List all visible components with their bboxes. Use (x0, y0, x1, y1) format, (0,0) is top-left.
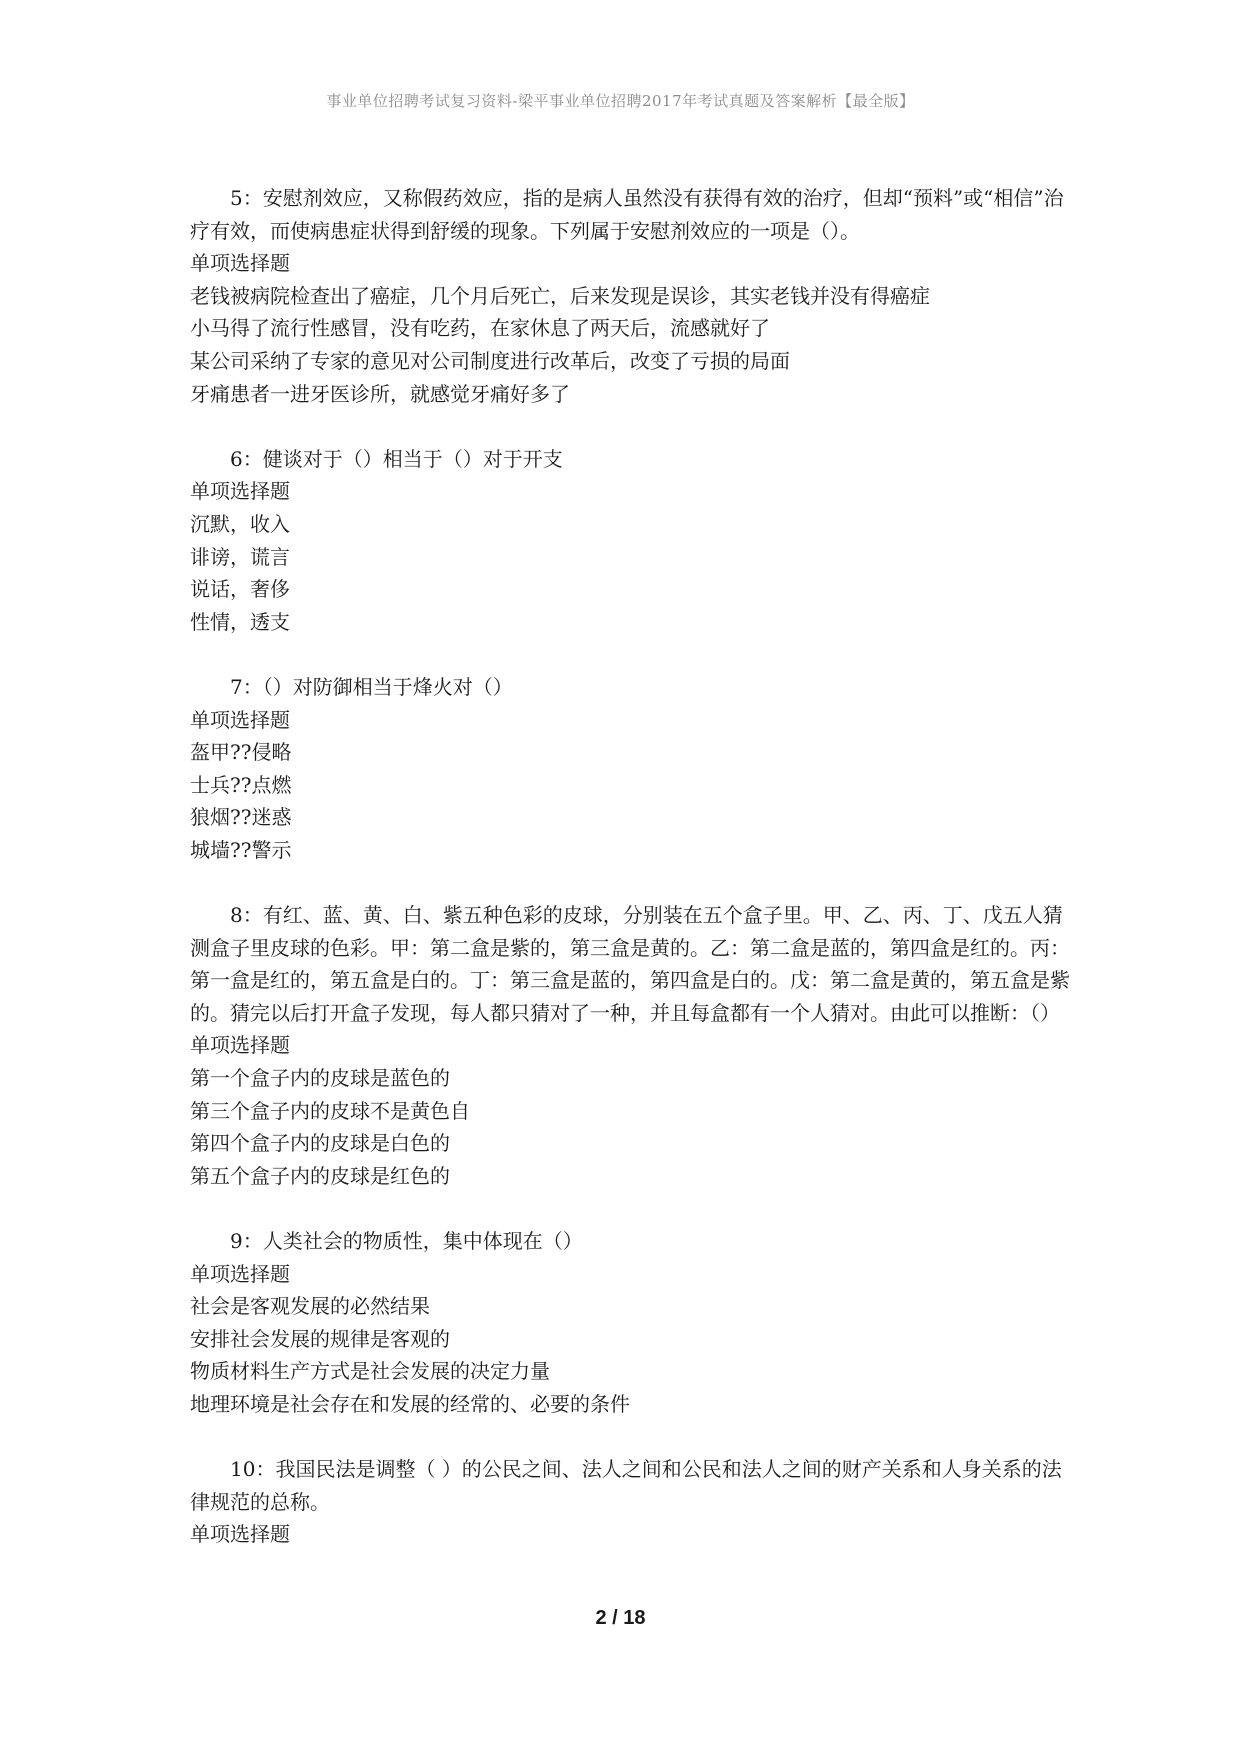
question-type: 单项选择题 (190, 1033, 290, 1058)
question-text: 7：（）对防御相当于烽火对（） (230, 674, 513, 699)
question-type: 单项选择题 (190, 479, 290, 504)
option-b: 诽谤，谎言 (190, 544, 290, 569)
option-c: 狼烟??迷惑 (190, 805, 292, 830)
question-type: 单项选择题 (190, 707, 290, 732)
question-type: 单项选择题 (190, 1522, 290, 1547)
option-c: 物质材料生产方式是社会发展的决定力量 (190, 1359, 550, 1384)
option-d: 牙痛患者一进牙医诊所，就感觉牙痛好多了 (190, 381, 570, 406)
question-text: 9：人类社会的物质性，集中体现在（） (230, 1229, 583, 1253)
page-number: 2 / 18 (595, 1607, 646, 1629)
option-d: 城墙??警示 (190, 837, 292, 862)
question-5 (190, 182, 1070, 410)
question-list (190, 182, 1070, 1584)
question-9 (190, 1225, 1070, 1421)
option-b: 安排社会发展的规律是客观的 (190, 1326, 450, 1351)
option-a: 第一个盒子内的皮球是蓝色的 (190, 1066, 450, 1091)
question-text: 5：安慰剂效应，又称假药效应，指的是病人虽然没有获得有效的治疗，但却“预料”或“相信”治疗有效，而使病患症状得到舒缓的现象。下列属于安慰剂效应的一项是（）。 (190, 186, 1064, 243)
option-d: 第五个盒子内的皮球是红色的 (190, 1163, 450, 1188)
option-d: 性情，透支 (190, 609, 290, 634)
question-10 (190, 1453, 1070, 1551)
question-text: 8：有红、蓝、黄、白、紫五种色彩的皮球，分别装在五个盒子里。甲、乙、丙、丁、戊五人猜测盒子里皮球的色彩。甲：第二盒是紫的，第三盒是黄的。乙：第二盒是蓝的，第四盒是红的。丙：第一盒是红的，第五盒是白的。丁：第三盒是蓝的，第四盒是白的。戊：第二盒是黄的，第五盒是紫的。猜完以后打开盒子发现，每人都只猜对了一种，并且每盒都有一个人猜对。由此可以推断：（） (190, 903, 1070, 1025)
option-b: 小马得了流行性感冒，没有吃药，在家休息了两天后，流感就好了 (190, 316, 770, 341)
question-text: 10：我国民法是调整（ ）的公民之间、法人之间和公民和法人之间的财产关系和人身关系的法律规范的总称。 (190, 1457, 1062, 1514)
option-c: 某公司采纳了专家的意见对公司制度进行改革后，改变了亏损的局面 (190, 348, 790, 373)
question-text: 6：健谈对于（）相当于（）对于开支 (230, 446, 563, 471)
option-a: 盔甲??侵略 (190, 740, 292, 765)
page-header: 事业单位招聘考试复习资料-梁平事业单位招聘2017年考试真题及答案解析【最全版】 (326, 92, 915, 110)
option-a: 沉默，收入 (190, 511, 290, 536)
option-b: 第三个盒子内的皮球不是黄色自 (190, 1098, 470, 1123)
question-6 (190, 443, 1070, 639)
question-7 (190, 671, 1070, 867)
question-8 (190, 899, 1070, 1192)
question-type: 单项选择题 (190, 251, 290, 276)
option-d: 地理环境是社会存在和发展的经常的、必要的条件 (190, 1391, 630, 1416)
question-type: 单项选择题 (190, 1261, 290, 1286)
option-b: 士兵??点燃 (190, 772, 292, 797)
option-c: 第四个盒子内的皮球是白色的 (190, 1131, 450, 1156)
option-a: 老钱被病院检查出了癌症，几个月后死亡，后来发现是误诊，其实老钱并没有得癌症 (190, 283, 930, 308)
option-a: 社会是客观发展的必然结果 (190, 1294, 430, 1319)
option-c: 说话，奢侈 (190, 577, 290, 602)
